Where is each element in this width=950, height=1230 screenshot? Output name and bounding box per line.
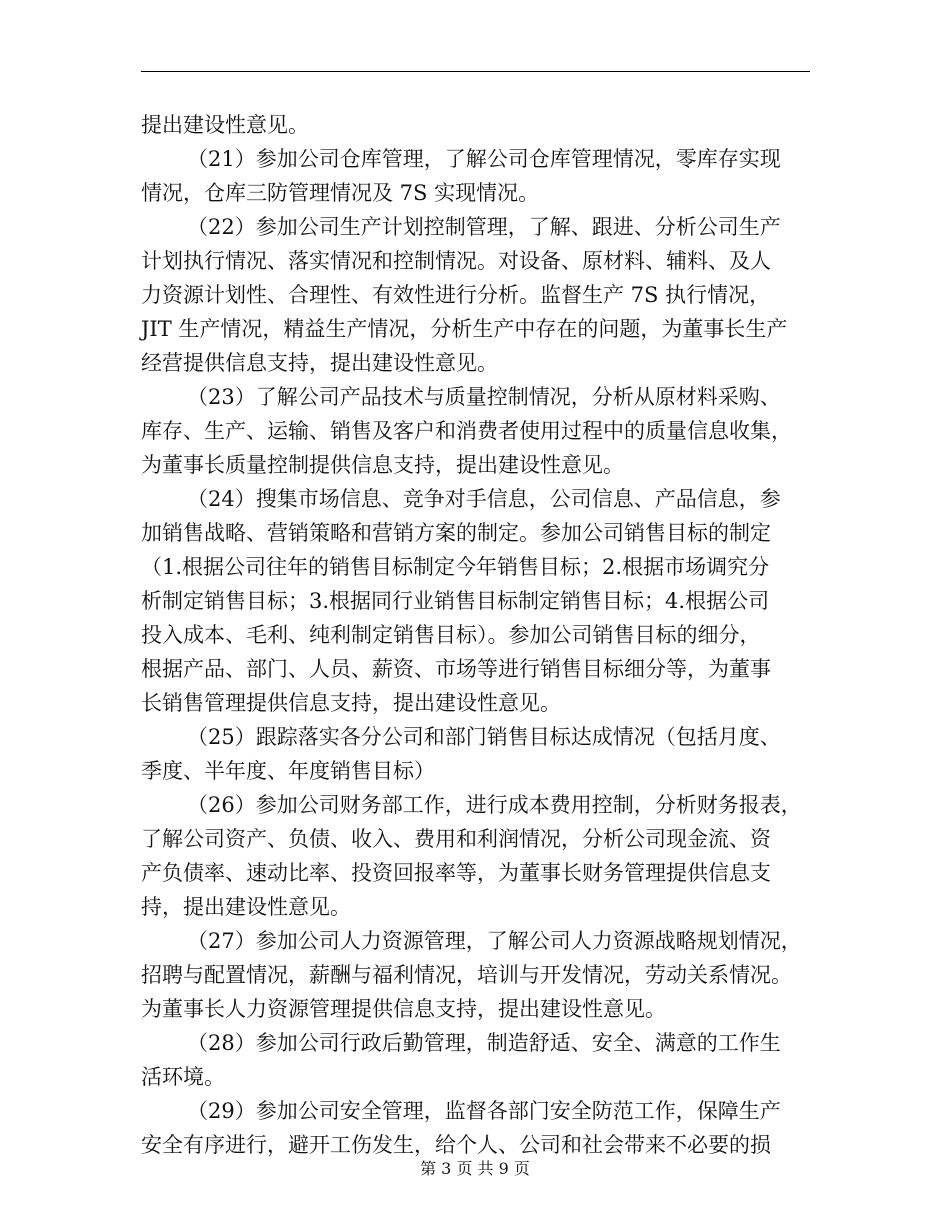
text-line: （1.根据公司往年的销售目标制定今年销售目标；2.根据市场调究分 [141,555,770,579]
text-line: 持，提出建设性意见。 [141,895,351,919]
text-line: （28）参加公司行政后勤管理，制造舒适、安全、满意的工作生 [187,1031,781,1055]
text-line: 经营提供信息支持，提出建设性意见。 [141,351,498,375]
text-line: （23）了解公司产品技术与质量控制情况，分析从原材料采购、 [187,385,781,409]
text-line: 为董事长质量控制提供信息支持，提出建设性意见。 [141,453,624,477]
text-line: （21）参加公司仓库管理，了解公司仓库管理情况，零库存实现 [187,147,781,171]
text-line: 投入成本、毛利、纯利制定销售目标）。参加公司销售目标的细分， [141,623,761,647]
text-line: JIT 生产情况，精益生产情况，分析生产中存在的问题，为董事长生产 [141,317,788,341]
text-line: 季度、半年度、年度销售目标） [141,759,435,783]
text-line: 了解公司资产、负债、收入、费用和利润情况，分析公司现金流、资 [141,827,771,851]
text-line: 根据产品、部门、人员、薪资、市场等进行销售目标细分等，为董事 [141,657,771,681]
text-line: 活环境。 [141,1065,225,1089]
text-line: （25）跟踪落实各分公司和部门销售目标达成情况（包括月度、 [187,725,781,749]
text-line: 招聘与配置情况，薪酬与福利情况，培训与开发情况，劳动关系情况。 [141,963,792,987]
text-line: 产负债率、速动比率、投资回报率等，为董事长财务管理提供信息支 [141,861,771,885]
text-line: 为董事长人力资源管理提供信息支持，提出建设性意见。 [141,997,666,1021]
text-line: （26）参加公司财务部工作，进行成本费用控制，分析财务报表， [187,793,802,817]
text-line: 析制定销售目标；3.根据同行业销售目标制定销售目标；4.根据公司 [141,589,770,613]
text-line: 库存、生产、运输、销售及客户和消费者使用过程中的质量信息收集， [141,419,792,443]
page-footer: 第 3 页 共 9 页 [420,1159,530,1178]
text-line: （27）参加公司人力资源管理，了解公司人力资源战略规划情况， [187,929,802,953]
document-body [141,108,810,1162]
text-line: 提出建设性意见。 [141,113,309,137]
text-line: （29）参加公司安全管理，监督各部门安全防范工作，保障生产 [187,1099,781,1123]
text-line: 加销售战略、营销策略和营销方案的制定。参加公司销售目标的制定 [141,521,771,545]
text-line: 情况，仓库三防管理情况及 7S 实现情况。 [141,181,540,205]
text-line: （24）搜集市场信息、竞争对手信息，公司信息、产品信息，参 [187,487,781,511]
text-line: （22）参加公司生产计划控制管理，了解、跟进、分析公司生产 [187,215,781,239]
header-rule [141,71,810,72]
text-line: 安全有序进行，避开工伤发生，给个人、公司和社会带来不必要的损 [141,1133,771,1157]
text-line: 长销售管理提供信息支持，提出建设性意见。 [141,691,561,715]
text-line: 力资源计划性、合理性、有效性进行分析。监督生产 7S 执行情况， [141,283,771,307]
text-line: 计划执行情况、落实情况和控制情况。对设备、原材料、辅料、及人 [141,249,771,273]
